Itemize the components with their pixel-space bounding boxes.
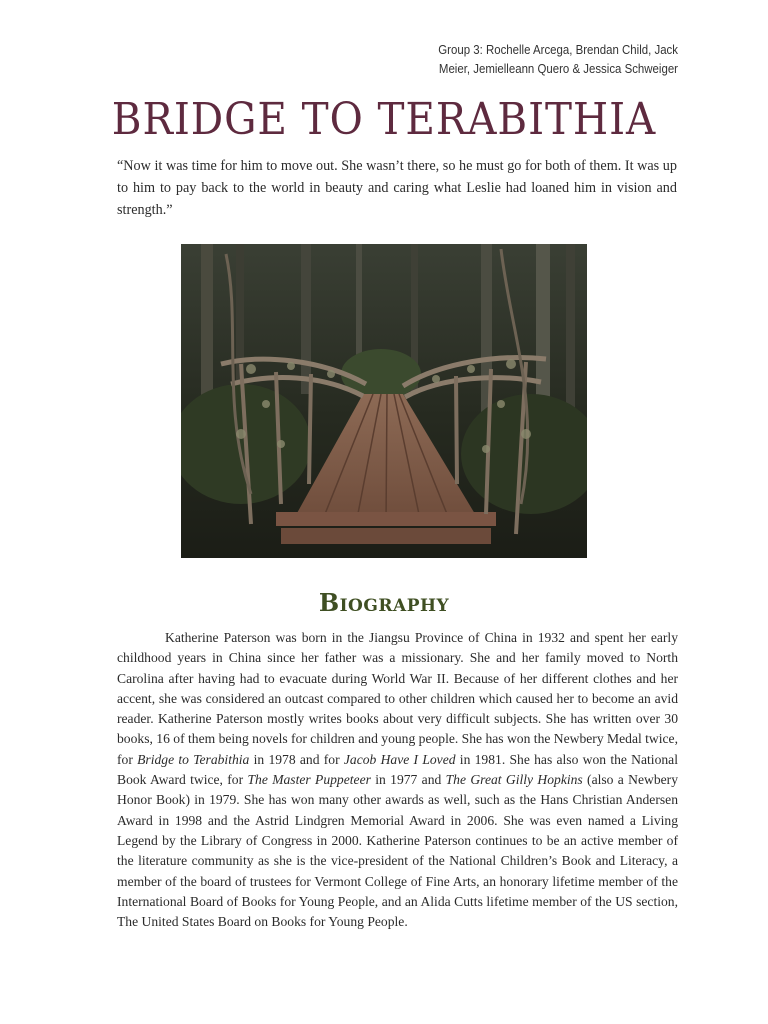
book-title-3: The Master Puppeteer — [247, 772, 371, 788]
book-title-2: Jacob Have I Loved — [343, 751, 456, 767]
bridge-illustration — [181, 244, 587, 558]
bio-text-4: in 1977 and — [370, 772, 446, 788]
bridge-photo — [181, 244, 587, 558]
biography-heading: Biography — [318, 588, 450, 617]
book-title-4: The Great Gilly Hopkins — [445, 772, 583, 788]
authors-line-1: Group 3: Rochelle Arcega, Brendan Child, Jack — [438, 42, 678, 57]
bio-text-2: in 1978 and for — [249, 751, 344, 767]
book-title-1: Bridge to Terabithia — [137, 751, 250, 767]
biography-paragraph — [117, 628, 678, 932]
authors-line-2: Meier, Jemielleann Quero & Jessica Schweiger — [438, 61, 678, 76]
bio-text-3: in 1981. She has also won the National Book Award twice, for — [117, 751, 678, 788]
group-authors — [396, 40, 678, 78]
opening-quote: “Now it was time for him to move out. She wasn’t there, so he must go for both of them. It was up to him to pay back to the world in beauty and caring what Leslie had loaned him in vision and strength.” — [117, 158, 677, 218]
bio-text-5: (also a Newbery Honor Book) in 1979. She has won many other awards as well, such as the Hans Christian Andersen Award in 1998 and the Astrid Lindgren Memorial Award in 2006. She was even named a Living Legend by the Library of Congress in 2000. Katherine Paterson continues to be an active member of the literature community as she is the vice-president of the National Children’s Book and Literacy, a member of the board of trustees for Vermont College of Fine Arts, an honorary lifetime member of the International Board of Books for Young People, and an Alida Cutts lifetime member of the US section, The United States Board on Books for Young People. — [117, 772, 678, 930]
page-title: BRIDGE TO TERABITHIA — [111, 94, 657, 145]
bio-text-1: Katherine Paterson was born in the Jiangsu Province of China in 1932 and spent her early childhood years in China since her father was a missionary. She and her family moved to North Carolina after having had to evacuate during World War II. Because of her different clothes and her accent, she was considered an outcast compared to other children which caused her to become an avid reader. Katherine Paterson mostly writes books about very difficult subjects. She has written over 30 books, 16 of them being novels for children and young people. She has won the Newbery Medal twice, for — [117, 630, 678, 767]
